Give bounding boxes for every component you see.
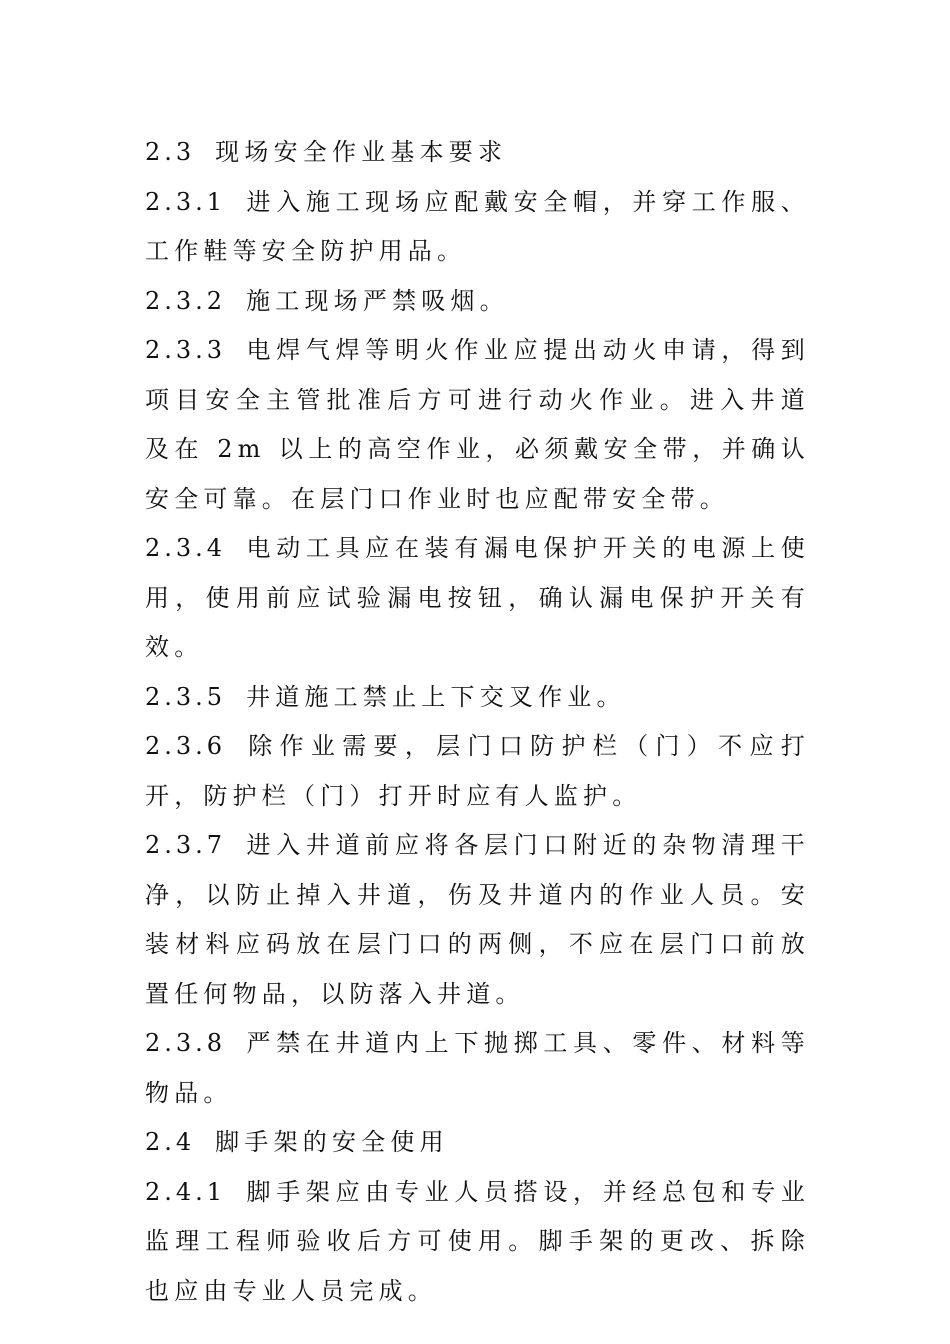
clause-number: 2.3.4 xyxy=(145,534,227,562)
clause-2-3-6 xyxy=(145,722,810,821)
clause-text: 进入施工现场应配戴安全帽，并穿工作服、工作鞋等安全防护用品。 xyxy=(145,187,810,265)
clause-text: 施工现场严禁吸烟。 xyxy=(246,286,509,315)
clause-text: 脚手架应由专业人员搭设，并经总包和专业监理工程师验收后方可使用。脚手架的更改、拆除也应由专业人员完成。 xyxy=(145,1177,810,1305)
clause-text: 严禁在井道内上下抛掷工具、零件、材料等物品。 xyxy=(145,1029,810,1107)
clause-number: 2.3.5 xyxy=(145,682,227,711)
clause-text: 井道施工禁止上下交叉作业。 xyxy=(246,682,626,711)
section-text: 脚手架的安全使用 xyxy=(215,1128,449,1156)
document-body xyxy=(145,128,810,1316)
clause-number: 2.4.1 xyxy=(145,1177,227,1206)
clause-number: 2.3.2 xyxy=(145,286,227,315)
clause-2-3-3 xyxy=(145,326,810,524)
section-number: 2.3 xyxy=(145,138,196,166)
clause-number: 2.3.1 xyxy=(145,187,227,216)
clause-text: 电动工具应在装有漏电保护开关的电源上使用，使用前应试验漏电按钮，确认漏电保护开关有效。 xyxy=(145,534,810,661)
clause-number: 2.3.3 xyxy=(145,336,227,364)
clause-2-3-8 xyxy=(145,1019,810,1118)
section-text: 现场安全作业基本要求 xyxy=(215,138,508,166)
section-heading-2-4 xyxy=(145,1118,810,1168)
clause-2-3-2 xyxy=(145,277,810,327)
clause-2-3-1 xyxy=(145,178,810,277)
clause-text: 除作业需要，层门口防护栏（门）不应打开，防护栏（门）打开时应有人监护。 xyxy=(145,732,810,810)
clause-number: 2.3.6 xyxy=(145,732,227,760)
clause-number: 2.3.8 xyxy=(145,1029,227,1057)
clause-2-4-1 xyxy=(145,1168,810,1317)
clause-text: 电焊气焊等明火作业应提出动火申请，得到项目安全主管批准后方可进行动火作业。进入井道及在 2m 以上的高空作业，必须戴安全带，并确认安全可靠。在层门口作业时也应配带安全带。 xyxy=(145,336,810,513)
section-number: 2.4 xyxy=(145,1128,196,1156)
clause-2-3-4 xyxy=(145,524,810,673)
clause-2-3-5 xyxy=(145,673,810,723)
clause-text: 进入井道前应将各层门口附近的杂物清理干净，以防止掉入井道，伤及井道内的作业人员。安装材料应码放在层门口的两侧，不应在层门口前放置任何物品，以防落入井道。 xyxy=(145,831,810,1008)
clause-2-3-7 xyxy=(145,821,810,1019)
section-heading-2-3 xyxy=(145,128,810,178)
clause-number: 2.3.7 xyxy=(145,831,227,859)
